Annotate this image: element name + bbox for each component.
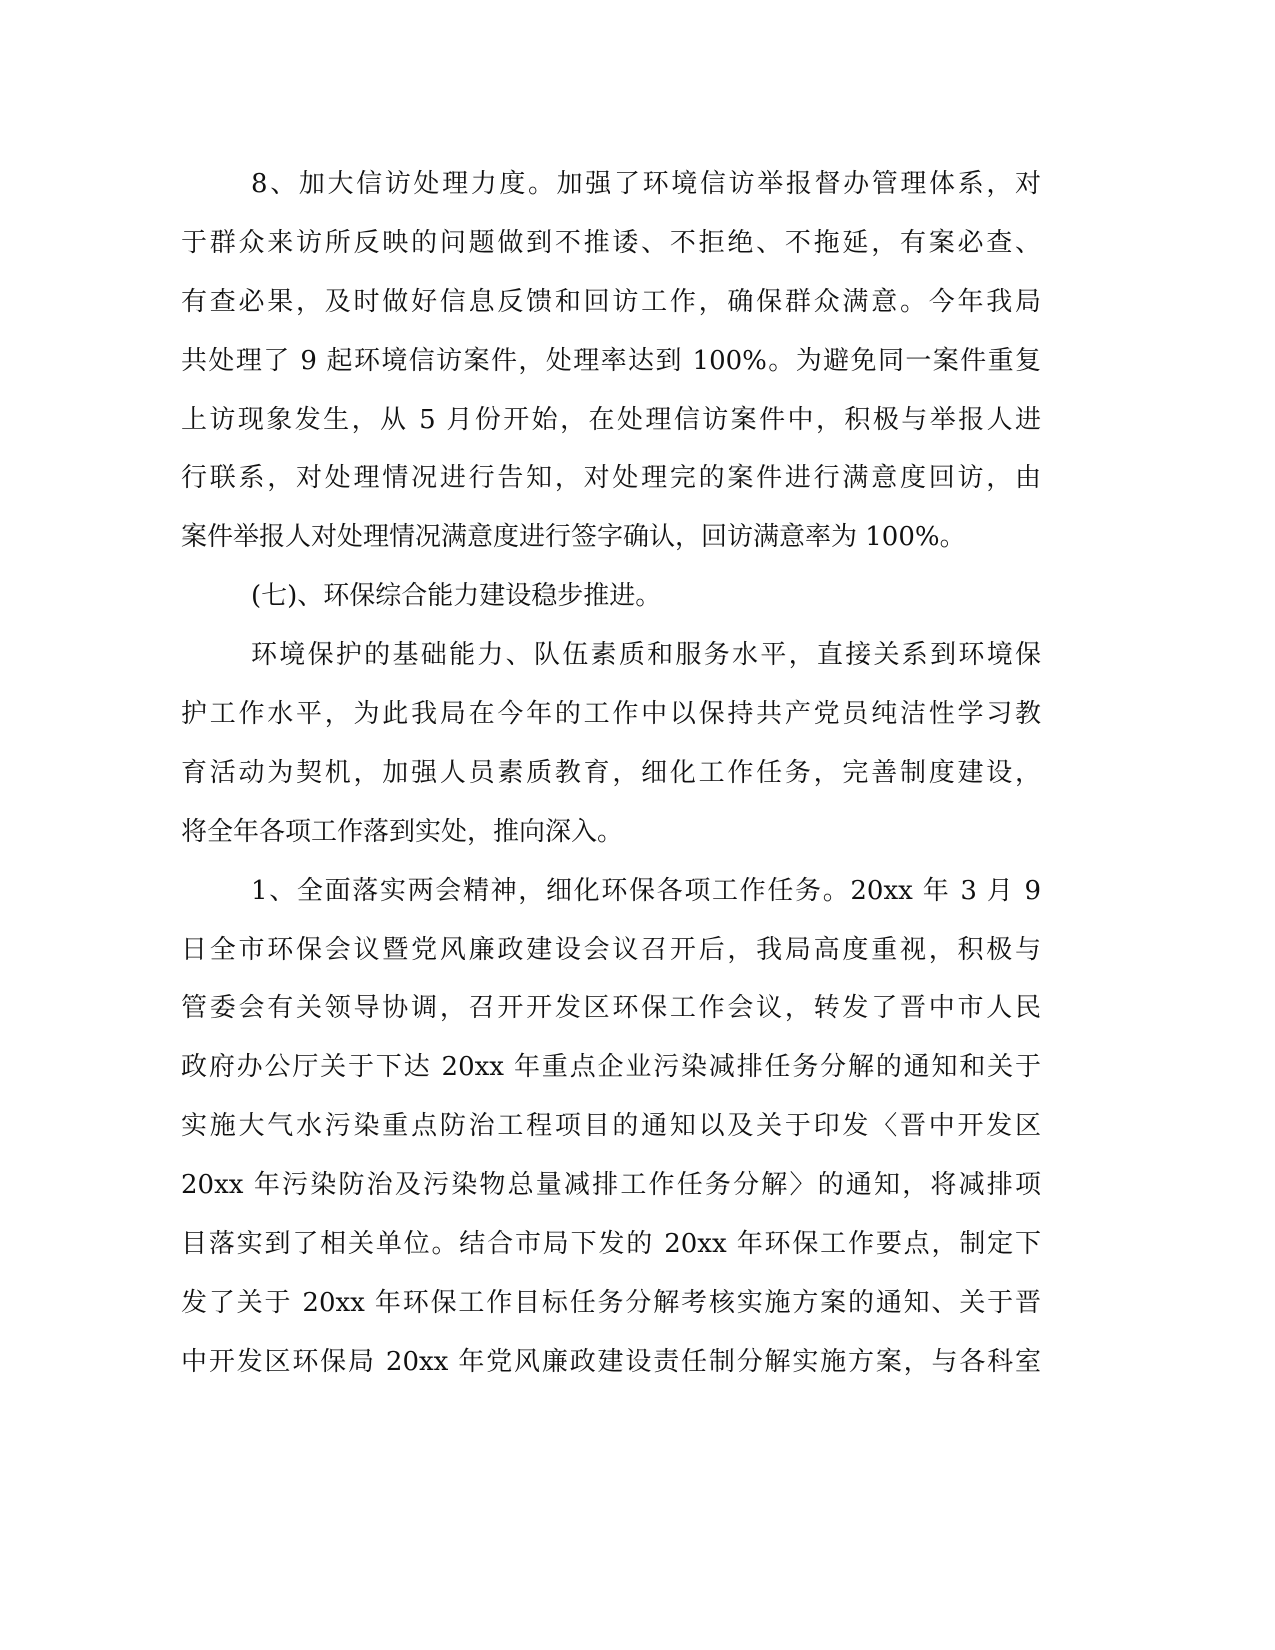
text-line: 管委会有关领导协调，召开开发区环保工作会议，转发了晋中市人民 — [181, 993, 1041, 1024]
text-line: 实施大气水污染重点防治工程项目的通知以及关于印发〈晋中开发区 — [181, 1111, 1041, 1142]
text-line: 案件举报人对处理情况满意度进行签字确认，回访满意率为 100%。 — [181, 522, 966, 553]
text-line: 育活动为契机，加强人员素质教育，细化工作任务，完善制度建设， — [181, 757, 1041, 788]
text-line: 日全市环保会议暨党风廉政建设会议召开后，我局高度重视，积极与 — [181, 934, 1041, 965]
text-line: 上访现象发生，从 5 月份开始，在处理信访案件中，积极与举报人进 — [181, 404, 1041, 435]
text-line: 1、全面落实两会精神，细化环保各项工作任务。20xx 年 3 月 9 — [251, 875, 1041, 906]
text-line: 行联系，对处理情况进行告知，对处理完的案件进行满意度回访，由 — [181, 463, 1041, 494]
text-line: 环境保护的基础能力、队伍素质和服务水平，直接关系到环境保 — [251, 640, 1041, 671]
text-line: 共处理了 9 起环境信访案件，处理率达到 100%。为避免同一案件重复 — [181, 345, 1041, 376]
document-body — [181, 155, 1041, 1392]
text-line: 发了关于 20xx 年环保工作目标任务分解考核实施方案的通知、关于晋 — [181, 1287, 1041, 1318]
text-line: 20xx 年污染防治及污染物总量减排工作任务分解〉的通知，将减排项 — [181, 1170, 1041, 1201]
text-line: 目落实到了相关单位。结合市局下发的 20xx 年环保工作要点，制定下 — [181, 1229, 1041, 1260]
text-line: 中开发区环保局 20xx 年党风廉政建设责任制分解实施方案，与各科室 — [181, 1346, 1041, 1377]
section-heading: (七)、环保综合能力建设稳步推进。 — [251, 581, 662, 612]
text-line: 护工作水平，为此我局在今年的工作中以保持共产党员纯洁性学习教 — [181, 699, 1041, 730]
text-line: 有查必果，及时做好信息反馈和回访工作，确保群众满意。今年我局 — [181, 286, 1041, 317]
text-line: 政府办公厅关于下达 20xx 年重点企业污染减排任务分解的通知和关于 — [181, 1052, 1041, 1083]
text-line: 将全年各项工作落到实处，推向深入。 — [181, 816, 624, 847]
text-line: 8、加大信访处理力度。加强了环境信访举报督办管理体系，对 — [251, 169, 1041, 199]
text-line: 于群众来访所反映的问题做到不推诿、不拒绝、不拖延，有案必查、 — [181, 227, 1041, 258]
